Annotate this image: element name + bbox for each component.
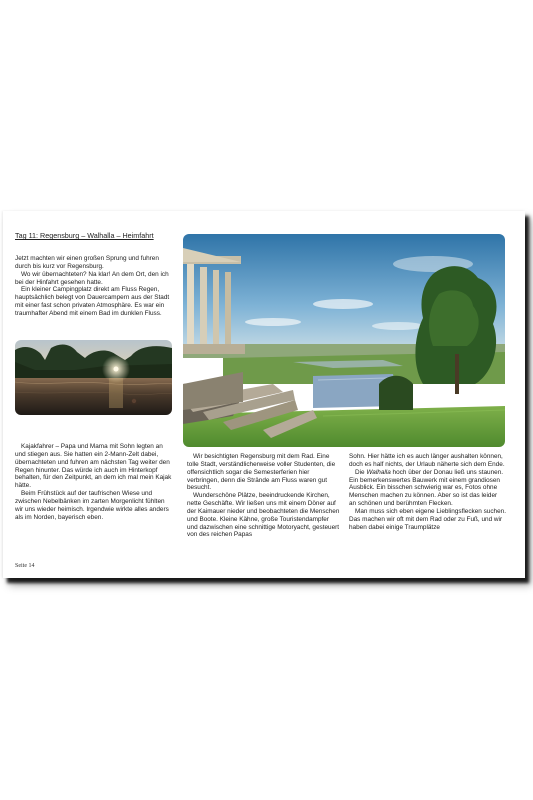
caption-text <box>15 443 172 521</box>
intro-text <box>15 255 172 318</box>
paragraph: Die Walhalla hoch über der Donau ließ uns staunen. Ein bemerkenswertes Bauwerk mit einem grandiosen Ausblick. Ein bisschen schwierig war es, Fotos ohne Menschen machen zu können. Aber so ist das leider an schönen und berühmten Flecken. <box>349 468 504 508</box>
paragraph: Wir besichtigten Regensburg mit dem Rad. Eine tolle Stadt, verständlicherweise voller Studenten, die offensichtlich sogar die Semesterferien hier verbringen, denn die Strände am Fluss waren gut besucht. <box>187 453 336 492</box>
paragraph: Sohn. Hier hätte ich es auch länger aushalten können, doch es half nichts, der Urlaub näherte sich dem Ende. <box>349 453 505 468</box>
paragraph: Wo wir übernachteten? Na klar! An dem Ort, den ich bei der Hinfahrt gesehen hatte. <box>15 270 169 286</box>
paragraph: Wunderschöne Plätze, beeindruckende Kirchen, nette Geschäfte. Wir ließen uns mit einem Döner auf der Kaimauer nieder und beobachteten die Menschen und Boote. Kleine Kähne, große Touristendampfer und dazwischen eine schnittige Motoryacht, gesteuert von des reichen Papas <box>187 492 340 539</box>
river-sunset-photo <box>15 340 172 415</box>
right-column-text <box>349 453 506 531</box>
paragraph: Man muss sich eben eigene Lieblingsflecken suchen. Das machen wir oft mit dem Rad oder zu Fuß, und wir haben dabei einige Traumplätze <box>349 507 506 531</box>
walhalla-photo <box>183 234 505 447</box>
paragraph: Kajakfahrer – Papa und Mama mit Sohn legten an und stiegen aus. Sie hatten ein 2-Mann-Zelt dabei, übernachteten und fuhren am nächsten Tag weiter den Regen hinunter. Das würde ich auch im Hinterkopf behalten, für den Zeitpunkt, an dem ich mal mein Kajak hätte. <box>15 443 172 490</box>
paragraph: Ein kleiner Campingplatz direkt am Fluss Regen, hauptsächlich belegt von Dauercampern aus der Stadt mit einer fast schon privaten Atmosphäre. Es war ein traumhafter Abend mit einem Bad im dunklen Fluss. <box>15 286 170 317</box>
page-title: Tag 11: Regensburg – Walhalla – Heimfahrt <box>15 231 154 240</box>
middle-column-text <box>187 453 341 539</box>
book-page <box>3 211 525 578</box>
paragraph: Beim Frühstück auf der taufrischen Wiese und zwischen Nebelbänken im zarten Morgenlicht fühlten wir uns wieder heimisch. Irgendwie wirkte alles anders als im Norden, bayerisch eben. <box>15 490 169 521</box>
page-number: Seite 14 <box>15 563 35 569</box>
paragraph: Jetzt machten wir einen großen Sprung und fuhren durch bis kurz vor Regensburg. <box>15 255 159 270</box>
